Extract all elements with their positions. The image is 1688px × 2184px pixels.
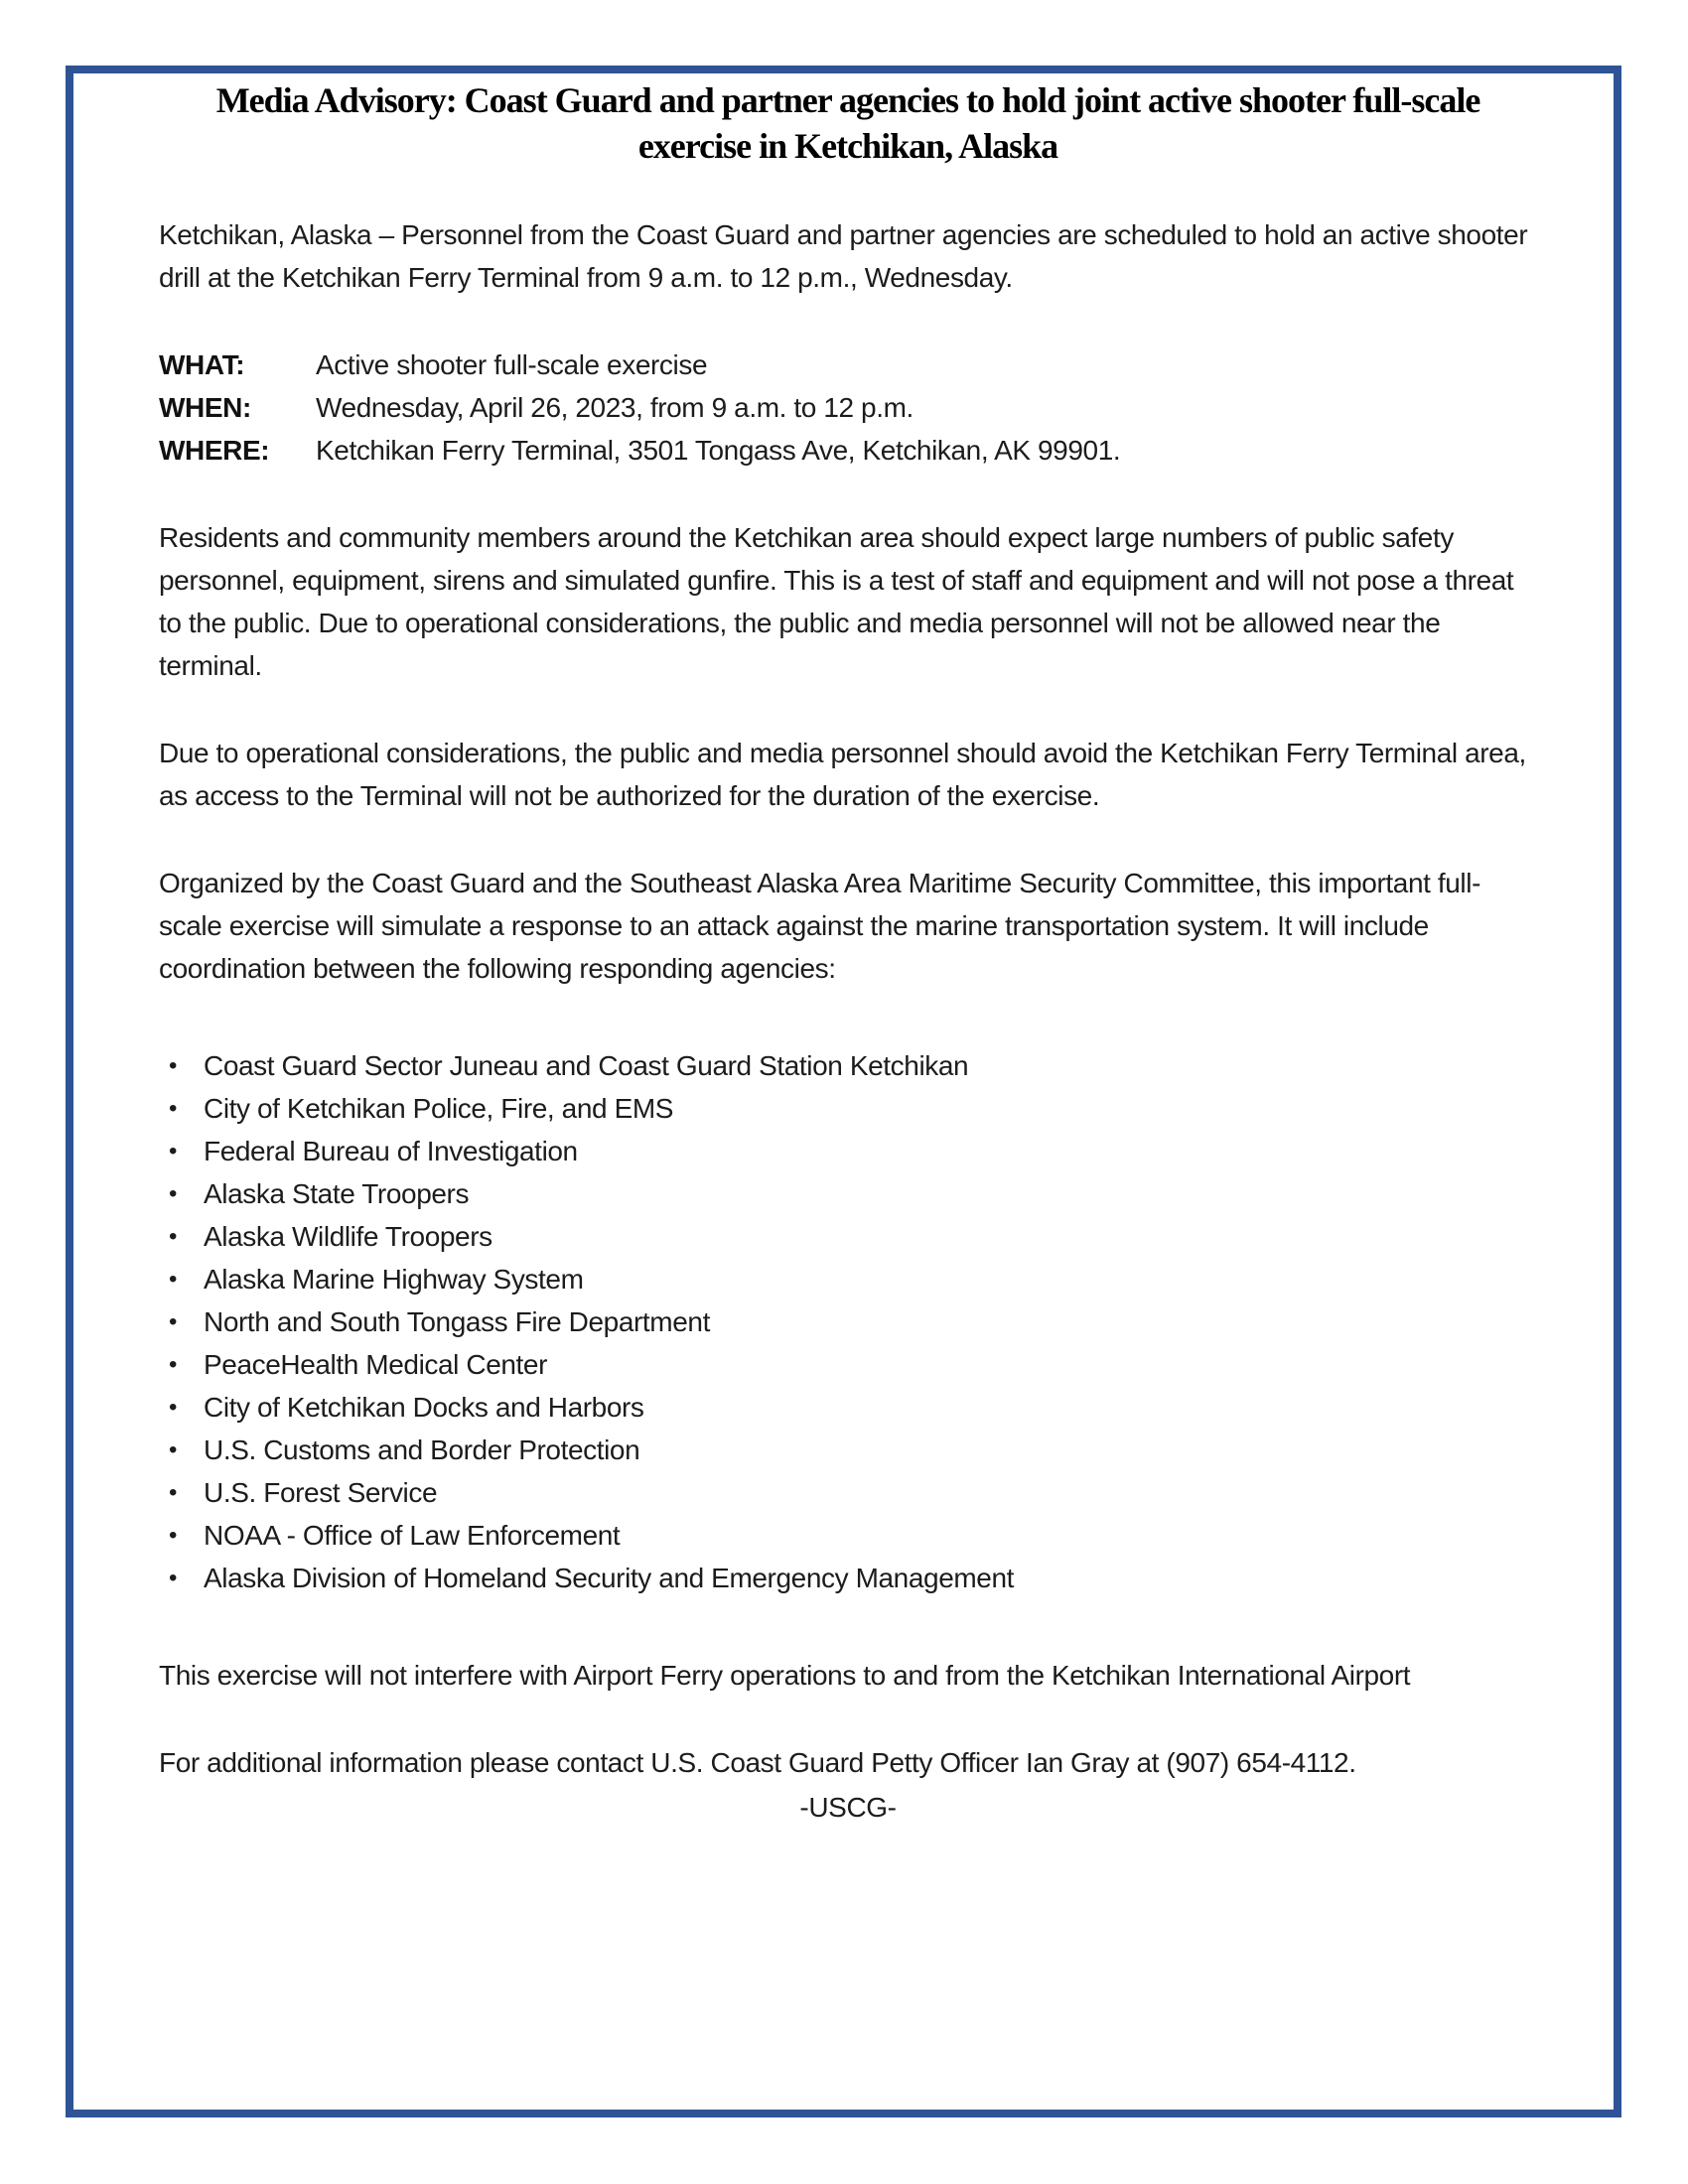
detail-row <box>159 429 1537 472</box>
agency-name: Alaska Wildlife Troopers <box>204 1221 492 1252</box>
responding-agencies-list <box>159 1044 1537 1599</box>
list-item <box>159 1557 1537 1599</box>
list-item <box>159 1300 1537 1343</box>
agency-name: Alaska Marine Highway System <box>204 1264 584 1295</box>
agency-name: North and South Tongass Fire Department <box>204 1306 710 1337</box>
list-item <box>159 1044 1537 1087</box>
detail-label: WHAT: <box>159 349 245 380</box>
agency-name: Alaska Division of Homeland Security and Emergency Management <box>204 1563 1015 1593</box>
list-item <box>159 1471 1537 1514</box>
avoid-area-paragraph: Due to operational considerations, the public and media personnel should avoid the Ketchikan Ferry Terminal area, as access to the Terminal will not be authorized for the duration of the exercise. <box>159 738 1526 811</box>
bullet-icon: • <box>169 1436 178 1463</box>
bullet-icon: • <box>169 1095 178 1122</box>
bullet-icon: • <box>169 1351 178 1378</box>
page-title: Media Advisory: Coast Guard and partner agencies to hold joint active shooter full-scale exercise in Ketchikan, Alaska <box>215 80 1480 166</box>
agency-name: NOAA - Office of Law Enforcement <box>204 1520 621 1551</box>
list-item <box>159 1258 1537 1300</box>
detail-label: WHEN: <box>159 392 251 423</box>
agency-name: U.S. Forest Service <box>204 1477 438 1508</box>
list-item <box>159 1429 1537 1471</box>
agency-name: U.S. Customs and Border Protection <box>204 1434 640 1465</box>
bullet-icon: • <box>169 1138 178 1164</box>
bullet-icon: • <box>169 1052 178 1079</box>
detail-row <box>159 343 1537 386</box>
agency-name: City of Ketchikan Police, Fire, and EMS <box>204 1093 674 1124</box>
detail-value: Wednesday, April 26, 2023, from 9 a.m. to 12 p.m. <box>316 392 914 423</box>
list-item <box>159 1087 1537 1130</box>
uscg-signoff: -USCG- <box>799 1792 897 1823</box>
agency-name: Federal Bureau of Investigation <box>204 1136 578 1166</box>
bullet-icon: • <box>169 1223 178 1250</box>
list-item <box>159 1343 1537 1386</box>
bullet-icon: • <box>169 1565 178 1591</box>
bullet-icon: • <box>169 1394 178 1421</box>
bullet-icon: • <box>169 1479 178 1506</box>
list-item <box>159 1215 1537 1258</box>
bullet-icon: • <box>169 1180 178 1207</box>
agency-name: City of Ketchikan Docks and Harbors <box>204 1392 644 1423</box>
airport-paragraph: This exercise will not interfere with Airport Ferry operations to and from the Ketchikan International Airport <box>159 1660 1411 1691</box>
agency-name: PeaceHealth Medical Center <box>204 1349 548 1380</box>
detail-value: Active shooter full-scale exercise <box>316 349 708 380</box>
agency-name: Alaska State Troopers <box>204 1178 470 1209</box>
media-advisory-document <box>159 77 1537 1829</box>
contact-paragraph: For additional information please contact U.S. Coast Guard Petty Officer Ian Gray at (907) 654-4112. <box>159 1747 1356 1778</box>
organizers-paragraph: Organized by the Coast Guard and the Southeast Alaska Area Maritime Security Committee, this important full-scale exercise will simulate a response to an attack against the marine transportation system. It will include coordination between the following responding agencies: <box>159 868 1481 984</box>
event-details <box>159 343 1537 472</box>
detail-row <box>159 386 1537 429</box>
agency-name: Coast Guard Sector Juneau and Coast Guard Station Ketchikan <box>204 1050 969 1081</box>
list-item <box>159 1172 1537 1215</box>
bullet-icon: • <box>169 1308 178 1335</box>
list-item <box>159 1130 1537 1172</box>
detail-value: Ketchikan Ferry Terminal, 3501 Tongass Ave, Ketchikan, AK 99901. <box>316 435 1121 466</box>
lead-paragraph: Ketchikan, Alaska – Personnel from the Coast Guard and partner agencies are scheduled to hold an active shooter drill at the Ketchikan Ferry Terminal from 9 a.m. to 12 p.m., Wednesday. <box>159 219 1528 293</box>
list-item <box>159 1386 1537 1429</box>
detail-label: WHERE: <box>159 435 270 466</box>
bullet-icon: • <box>169 1522 178 1549</box>
list-item <box>159 1514 1537 1557</box>
residents-paragraph: Residents and community members around the Ketchikan area should expect large numbers of public safety personnel, equipment, sirens and simulated gunfire. This is a test of staff and equipment and will not pose a threat to the public. Due to operational considerations, the public and media personnel will not be allowed near the terminal. <box>159 522 1514 681</box>
bullet-icon: • <box>169 1266 178 1293</box>
